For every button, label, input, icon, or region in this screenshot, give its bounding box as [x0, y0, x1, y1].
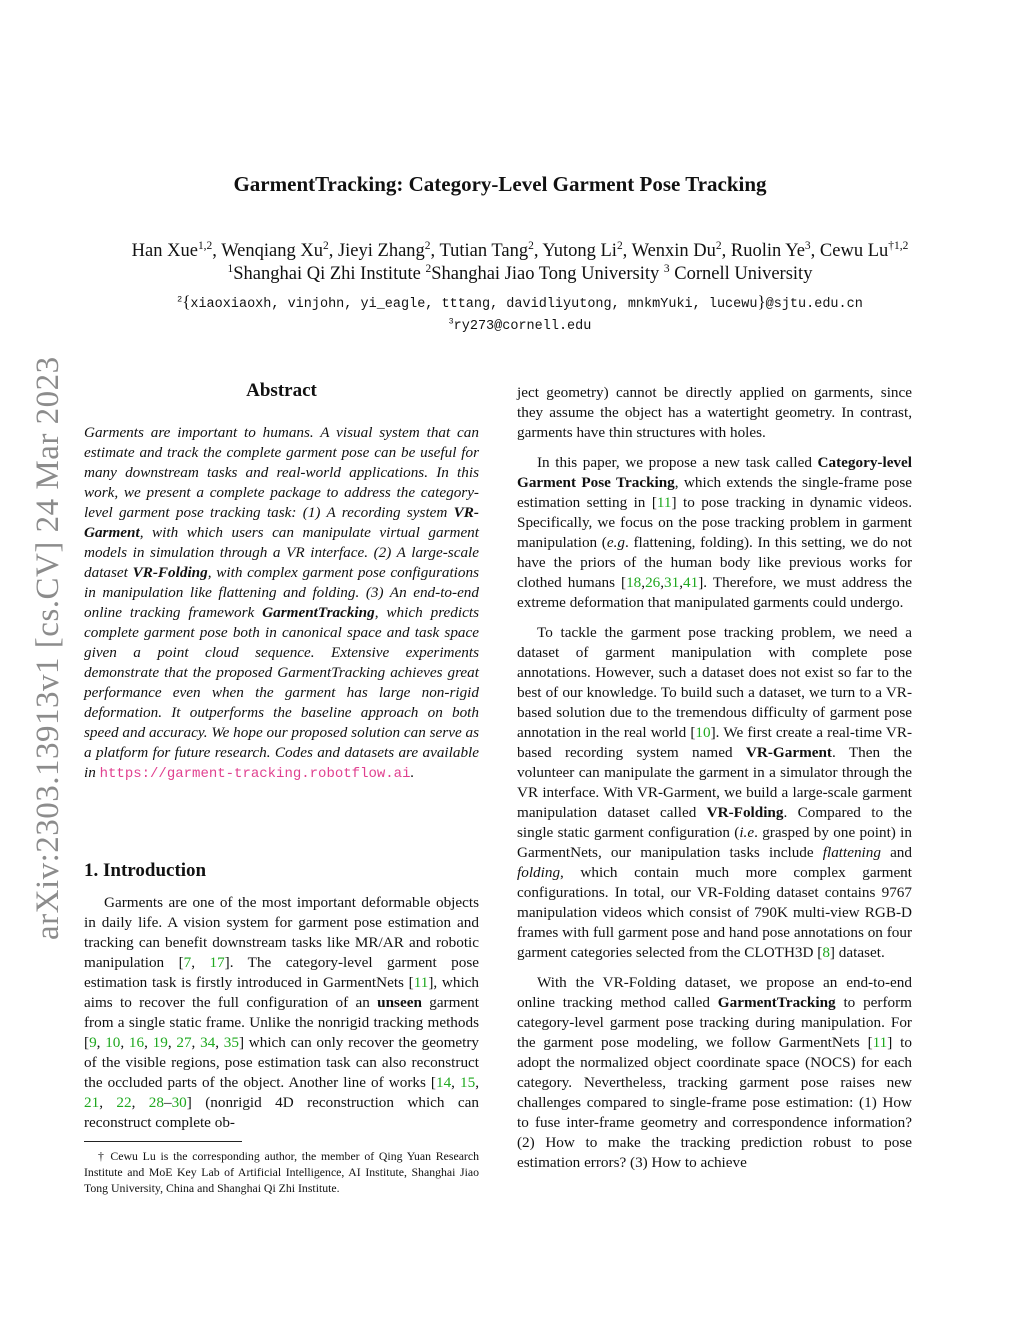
emails-cornell: $^3$ry273@cornell.edu: [448, 316, 592, 334]
author-list: Han Xue$^{1,2}$, Wenqiang Xu$^2$, Jieyi Zhang$^2$, Tutian Tang$^2$, Yutong Li$^2$, Wenxin Du$^2$, Ruolin Ye$^3$, Cewu Lu$^{\dagger 1,2}$: [131, 239, 909, 261]
right-column: [517, 383, 912, 1183]
paper-title: GarmentTracking: Category-Level Garment Pose Tracking: [233, 172, 767, 196]
abstract-body: Garments are important to humans. A visual system that can estimate and track the complete garment pose can be useful for many downstream tasks and real-world applications. In this work, we present a complete package to address the category-level garment pose tracking task: (1) A recording system VR-Garment, with which users can manipulate virtual garment models in simulation through a VR interface. (2) A large-scale dataset VR-Folding, with complex garment pose configurations in manipulation like flattening and folding. (3) An end-to-end online tracking framework GarmentTracking, which predicts complete garment pose both in canonical space and task space given a point cloud sequence. Extensive experiments demonstrate that the proposed GarmentTracking achieves great performance even when the garment has large non-rigid deformation. It outperforms the baseline approach on both speed and accuracy. We hope our proposed solution can serve as a platform for future research. Codes and datasets are available in https://garment-tracking.robotflow.ai.: [84, 424, 479, 782]
intro-paragraph: Garments are one of the most important deformable objects in daily life. A vision system for garment pose estimation and tracking can benefit downstream tasks like MR/AR and robotic manipulation [7, 17]. The category-level garment pose estimation task is firstly introduced in GarmentNets [11], which aims to recover the full configuration of an unseen garment from a single static frame. Unlike the nonrigid tracking methods [9, 10, 16, 19, 27, 34, 35] which can only recover the geometry of the visible regions, pose estimation task can also reconstruct the occluded parts of the object. Another line of works [14, 15, 21, 22, 28–30] (nonrigid 4D reconstruction which can reconstruct complete ob-: [84, 894, 480, 1131]
paragraph-dataset: To tackle the garment pose tracking problem, we need a dataset of garment manipulation with complete pose annotations. However, such a dataset does not exist so far to the best of our knowledge. To build such a dataset, we turn to a VR-based solution due to the tremendous difficulty of garment pose annotation in the real world [10]. We first create a real-time VR-based recording system named VR-Garment. Then the volunteer can manipulate the garment in a simulator through the VR interface. With VR-Garment, we build a large-scale garment manipulation dataset called VR-Folding. Compared to the single static garment configuration (i.e. grasped by one point) in GarmentNets, our manipulation tasks include flattening and folding, which contain much more complex garment configurations. In total, our VR-Folding dataset contains 9767 manipulation videos which consist of 790K multi-view RGB-D frames with full garment pose and hand pose annotations on four garment categories selected from the CLOTH3D [8] dataset.: [517, 624, 913, 961]
arxiv-stamp: arXiv:2303.13913v1 [cs.CV] 24 Mar 2023: [30, 356, 66, 940]
paragraph-continued: ject geometry) cannot be directly applied on garments, since they assume the object has a watertight geometry. In contrast, garments have thin structures with holes.: [517, 384, 912, 441]
footnote: † Cewu Lu is the corresponding author, the member of Qing Yuan Research Institute and MoE Key Lab of Artificial Intelligence, AI Institute, Shanghai Jiao Tong University, China and Shanghai Qi Zhi Institute.: [84, 1149, 479, 1195]
author-emails: [0, 291, 1024, 338]
affiliations: $^1$Shanghai Qi Zhi Institute $^2$Shanghai Jiao Tong University $^3$ Cornell University: [227, 262, 813, 284]
paragraph-task: In this paper, we propose a new task called Category-level Garment Pose Tracking, which extends the single-frame pose estimation setting in [11] to pose tracking in dynamic videos. Specifically, we focus on the pose tracking problem in garment manipulation (e.g. flattening, folding). In this setting, we do not have the priors of the human body like previous works for clothed humans [18,26,31,41]. Therefore, we must address the extreme deformation that manipulated garments could undergo.: [517, 454, 913, 611]
paragraph-method: With the VR-Folding dataset, we propose an end-to-end online tracking method called GarmentTracking to perform category-level garment pose tracking during manipulation. For the garment pose modeling, we follow GarmentNets [11] to adopt the normalized object coordinate space (NOCS) for each category. Nevertheless, tracking garment pose raises new challenges compared to single-frame pose estimation: (1) How to fuse inter-frame geometry and correspondence information? (2) How to make the tracking prediction robust to pose estimation errors? (3) How to achieve: [517, 974, 912, 1171]
footnote-rule: [84, 1141, 242, 1142]
abstract-heading: Abstract: [246, 380, 317, 401]
emails-sjtu: $^2${xiaoxiaoxh, vinjohn, yi_eagle, tttang, davidliyutong, mnkmYuki, lucewu}@sjtu.edu.cn: [177, 292, 863, 312]
section-heading-introduction: 1. Introduction: [84, 860, 207, 881]
intro-left-column: [84, 893, 479, 1133]
